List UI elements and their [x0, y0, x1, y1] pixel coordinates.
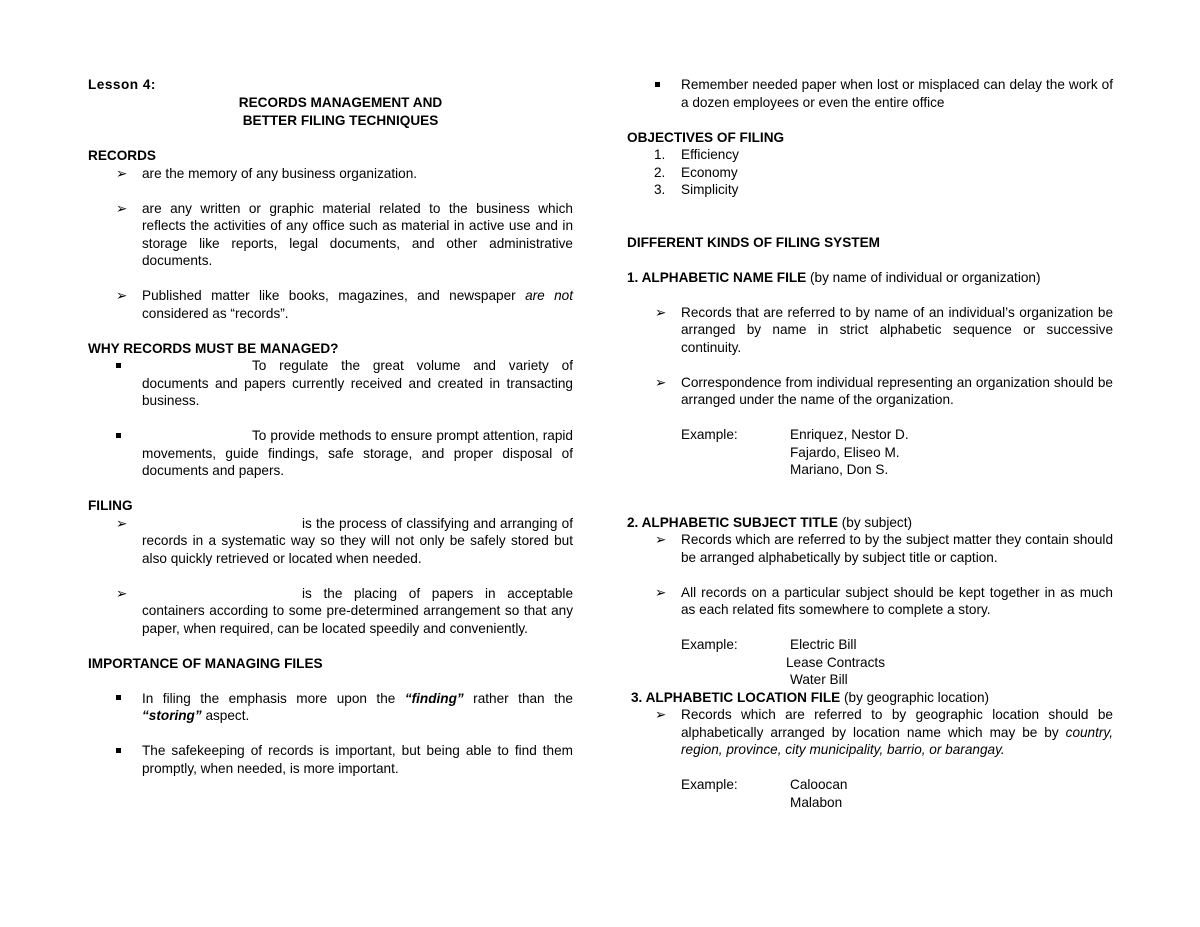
records-heading: RECORDS [88, 148, 156, 163]
section-1-example: Example: Enriquez, Nestor D. Fajardo, Eliseo M. Mariano, Don S. [681, 427, 909, 477]
arrow-bullet-icon: ➢ [116, 288, 128, 303]
square-bullet-icon [655, 76, 671, 94]
records-item-3: ➢ Published matter like books, magazines, and newspaper are not considered as “records”. [116, 288, 573, 321]
records-item-2: ➢ are any written or graphic material related to the business which reflects the activities of any office such as material in active use and in storage like reports, legal documents, and other administrative documents. [116, 200, 573, 268]
objective-item-1: 1. Efficiency [654, 147, 739, 162]
importance-item-2: The safekeeping of records is important, but being able to find them promptly, when needed, is more important. [88, 742, 573, 777]
importance-heading: IMPORTANCE OF MANAGING FILES [88, 655, 323, 671]
section-1-item-2: ➢ Correspondence from individual representing an organization should be arranged under the name of the organization. [655, 374, 1113, 407]
square-bullet-icon [116, 357, 132, 375]
section-3-example: Example: Caloocan Malabon [681, 777, 848, 810]
objective-item-3: 3. Simplicity [654, 182, 739, 197]
arrow-bullet-icon: ➢ [655, 707, 667, 722]
remember-item: Remember needed paper when lost or misplaced can delay the work of a dozen employees or even the entire office [627, 76, 1113, 111]
arrow-bullet-icon: ➢ [116, 585, 128, 601]
left-column [88, 76, 573, 777]
section-2-item-1: ➢ Records which are referred to by the subject matter they contain should be arranged alphabetically by subject title or caption. [655, 532, 1113, 565]
title-line-2: BETTER FILING TECHNIQUES [242, 112, 439, 128]
section-2-example: Example: Electric Bill Lease Contracts Water Bill [681, 637, 885, 687]
square-bullet-icon [116, 690, 132, 708]
section-2-item-2: ➢ All records on a particular subject should be kept together in as much as each related fits somewhere to complete a story. [655, 584, 1113, 617]
lesson-label: Lesson 4: [88, 77, 156, 92]
why-heading: WHY RECORDS MUST BE MANAGED? [88, 340, 339, 356]
records-item-1: ➢ are the memory of any business organization. [116, 165, 418, 181]
arrow-bullet-icon: ➢ [116, 515, 128, 531]
why-item-1: To regulate the great volume and variety of documents and papers currently received and created in transacting business. [88, 357, 573, 410]
filing-item-2: ➢ is the placing of papers in acceptable containers according to some pre-determined arrangement so that any paper, when required, can be located speedily and conveniently. [116, 585, 573, 636]
section-1-title: 1. ALPHABETIC NAME FILE (by name of individual or organization) [627, 269, 1041, 285]
objectives-heading: OBJECTIVES OF FILING [627, 129, 785, 145]
square-bullet-icon [116, 742, 132, 760]
filing-heading: FILING [88, 498, 133, 513]
section-2-title: 2. ALPHABETIC SUBJECT TITLE (by subject) [627, 514, 913, 530]
kinds-heading: DIFFERENT KINDS OF FILING SYSTEM [627, 234, 880, 250]
section-3-item-1: ➢ Records which are referred to by geographic location should be alphabetically arranged by location name which may be by country, region, province, city municipality, barrio, or barangay. [655, 707, 1113, 757]
arrow-bullet-icon: ➢ [116, 200, 128, 216]
arrow-bullet-icon: ➢ [655, 532, 667, 547]
section-1-item-1: ➢ Records that are referred to by name of an individual’s organization be arranged by name in strict alphabetic sequence or successive continuity. [655, 304, 1113, 355]
square-bullet-icon [116, 427, 132, 445]
arrow-bullet-icon: ➢ [655, 374, 667, 390]
title-line-1: RECORDS MANAGEMENT AND [238, 94, 443, 110]
importance-item-1: In filing the emphasis more upon the “finding” rather than the “storing” aspect. [88, 690, 573, 725]
right-column [627, 76, 1113, 810]
arrow-bullet-icon: ➢ [116, 165, 128, 181]
filing-item-1: ➢ is the process of classifying and arranging of records in a systematic way so they will not only be safely stored but also quickly retrieved or located when needed. [116, 515, 573, 566]
objective-item-2: 2. Economy [654, 164, 738, 180]
why-item-2: To provide methods to ensure prompt attention, rapid movements, guide findings, safe storage, and proper disposal of documents and papers. [88, 427, 573, 480]
arrow-bullet-icon: ➢ [655, 304, 667, 320]
section-3-title: 3. ALPHABETIC LOCATION FILE (by geographic location) [631, 689, 990, 705]
arrow-bullet-icon: ➢ [655, 584, 667, 600]
